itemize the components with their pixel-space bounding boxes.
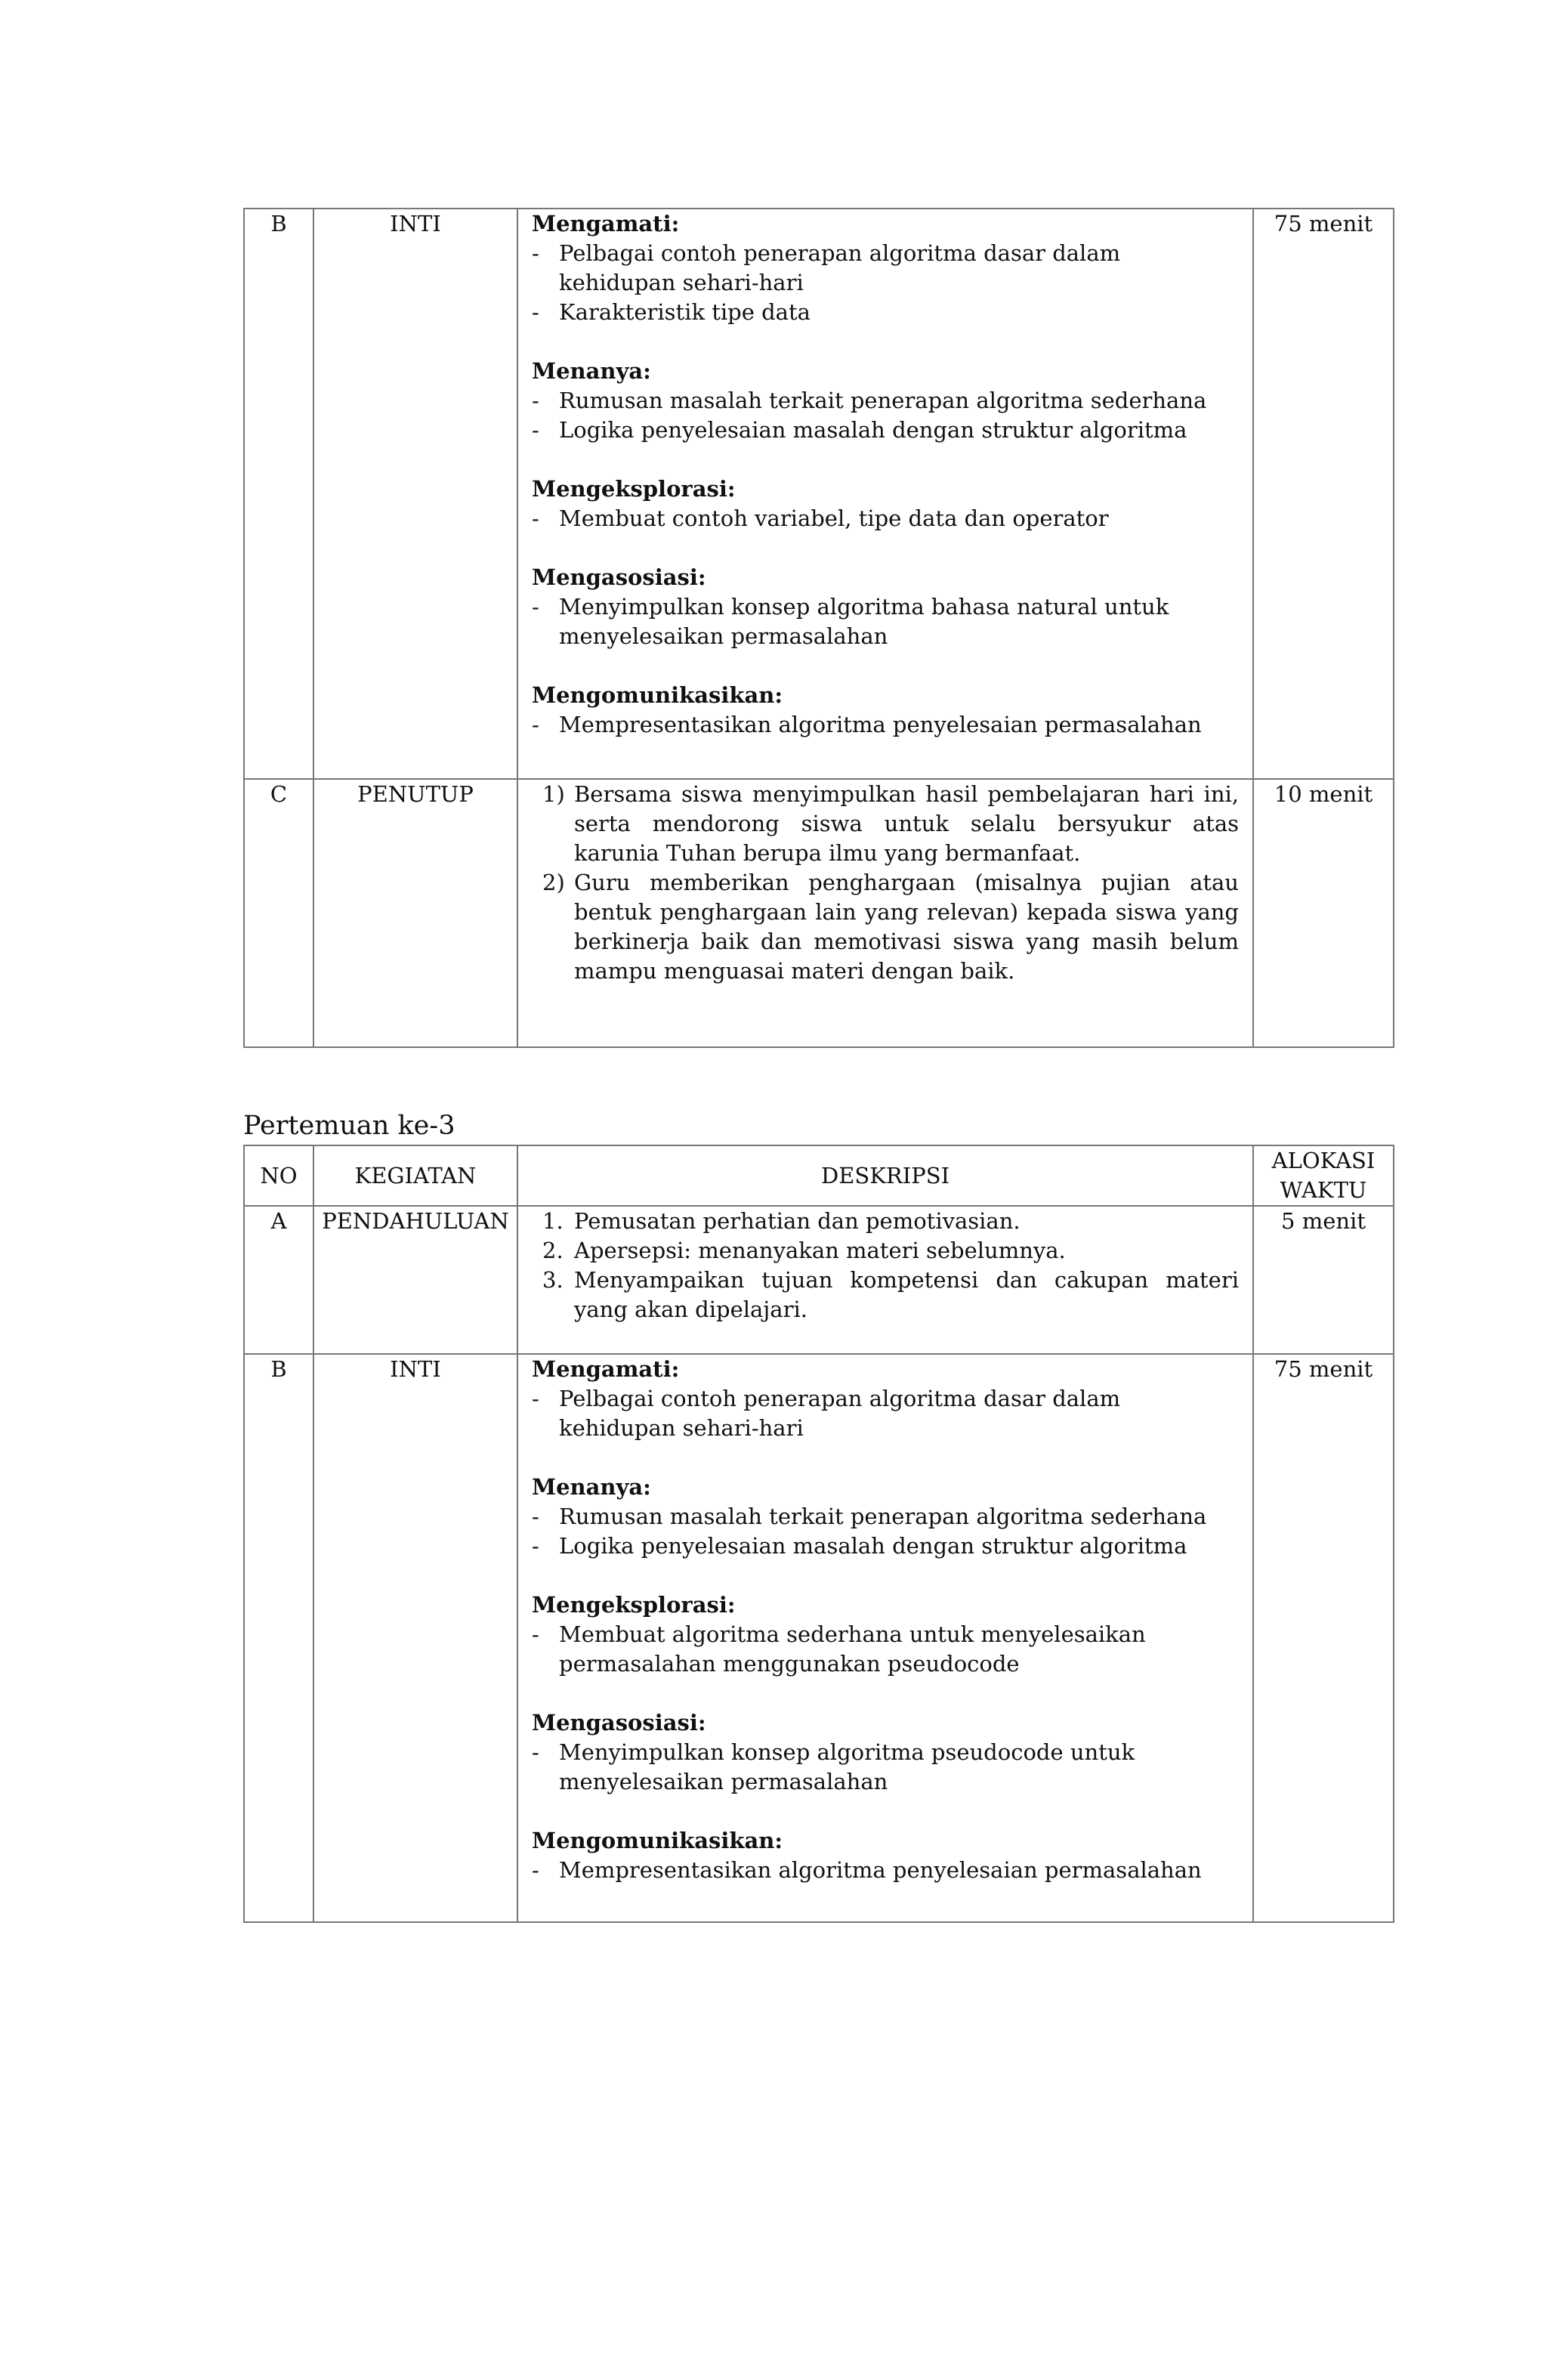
numbered-item [532, 868, 1239, 986]
row-description [517, 1354, 1253, 1922]
header-description: DESKRIPSI [517, 1145, 1253, 1206]
section [532, 1473, 1239, 1561]
section-heading: Mengomunikasikan: [532, 682, 783, 708]
list-item: - Menyimpulkan konsep algoritma pseudocode untuk menyelesaikan permasalahan [532, 1738, 1239, 1797]
section [532, 209, 1239, 327]
table-row [244, 209, 1394, 779]
row-description [517, 1206, 1253, 1354]
item-number: 1) [542, 781, 565, 807]
table-row [244, 1206, 1394, 1354]
header-time: ALOKASI WAKTU [1253, 1145, 1394, 1206]
section-heading: Mengamati: [532, 1356, 680, 1382]
section-heading: Mengomunikasikan: [532, 1828, 783, 1853]
item-number: 3. [542, 1267, 564, 1293]
table-header-row [244, 1145, 1394, 1206]
section [532, 1708, 1239, 1797]
section-heading: Menanya: [532, 358, 651, 384]
list-item: - Logika penyelesaian masalah dengan struktur algoritma [532, 1532, 1239, 1561]
section [532, 1355, 1239, 1443]
section-heading: Mengasosiasi: [532, 564, 706, 590]
list-item: - Menyimpulkan konsep algoritma bahasa natural untuk menyelesaikan permasalahan [532, 592, 1239, 651]
row-time: 75 menit [1253, 209, 1394, 779]
list-item: - Logika penyelesaian masalah dengan struktur algoritma [532, 416, 1239, 445]
row-time: 10 menit [1253, 779, 1394, 1047]
numbered-item [532, 1207, 1239, 1236]
list-item: - Pelbagai contoh penerapan algoritma dasar dalam kehidupan sehari-hari [532, 239, 1239, 298]
row-activity: PENDAHULUAN [313, 1206, 517, 1354]
row-no: B [244, 209, 313, 779]
table-row [244, 1354, 1394, 1922]
list-item: - Rumusan masalah terkait penerapan algoritma sederhana [532, 1502, 1239, 1532]
row-time: 75 menit [1253, 1354, 1394, 1922]
activity-table-continued [243, 208, 1394, 1048]
row-activity: INTI [313, 209, 517, 779]
section [532, 563, 1239, 651]
row-time: 5 menit [1253, 1206, 1394, 1354]
item-text: Menyampaikan tujuan kompetensi dan cakupan materi yang akan dipelajari. [574, 1267, 1239, 1322]
section [532, 1826, 1239, 1885]
row-activity: INTI [313, 1354, 517, 1922]
list-item: - Pelbagai contoh penerapan algoritma dasar dalam kehidupan sehari-hari [532, 1384, 1239, 1443]
numbered-item [532, 1266, 1239, 1324]
section-heading: Mengeksplorasi: [532, 1592, 736, 1618]
section [532, 1590, 1239, 1679]
meeting-title: Pertemuan ke-3 [243, 1111, 455, 1141]
section-heading: Mengasosiasi: [532, 1710, 706, 1736]
header-activity: KEGIATAN [313, 1145, 517, 1206]
list-item: - Mempresentasikan algoritma penyelesaian permasalahan [532, 710, 1239, 740]
list-item: - Rumusan masalah terkait penerapan algoritma sederhana [532, 386, 1239, 416]
row-description [517, 209, 1253, 779]
table-row [244, 779, 1394, 1047]
list-item: - Karakteristik tipe data [532, 298, 1239, 327]
section [532, 474, 1239, 533]
item-number: 1. [542, 1208, 564, 1234]
row-activity: PENUTUP [313, 779, 517, 1047]
row-no: C [244, 779, 313, 1047]
section-heading: Mengamati: [532, 211, 680, 236]
section [532, 681, 1239, 740]
numbered-item [532, 1236, 1239, 1266]
item-text: Guru memberikan penghargaan (misalnya pujian atau bentuk penghargaan lain yang relevan) kepada siswa yang berkinerja baik dan memotivasi siswa yang masih belum mampu menguasai materi dengan baik. [574, 870, 1239, 984]
row-description [517, 779, 1253, 1047]
list-item: - Membuat algoritma sederhana untuk menyelesaikan permasalahan menggunakan pseudocode [532, 1620, 1239, 1679]
list-item: - Mempresentasikan algoritma penyelesaian permasalahan [532, 1856, 1239, 1885]
row-no: B [244, 1354, 313, 1922]
section-heading: Menanya: [532, 1474, 651, 1500]
item-number: 2) [542, 870, 565, 895]
item-text: Bersama siswa menyimpulkan hasil pembelajaran hari ini, serta mendorong siswa untuk selalu bersyukur atas karunia Tuhan berupa ilmu yang bermanfaat. [574, 781, 1239, 866]
item-text: Apersepsi: menanyakan materi sebelumnya. [574, 1238, 1066, 1263]
item-text: Pemusatan perhatian dan pemotivasian. [574, 1208, 1021, 1234]
list-item: - Membuat contoh variabel, tipe data dan operator [532, 504, 1239, 533]
section-heading: Mengeksplorasi: [532, 476, 736, 502]
header-no: NO [244, 1145, 313, 1206]
section [532, 357, 1239, 445]
numbered-item [532, 780, 1239, 868]
activity-table [243, 1145, 1394, 1923]
row-no: A [244, 1206, 313, 1354]
item-number: 2. [542, 1238, 564, 1263]
